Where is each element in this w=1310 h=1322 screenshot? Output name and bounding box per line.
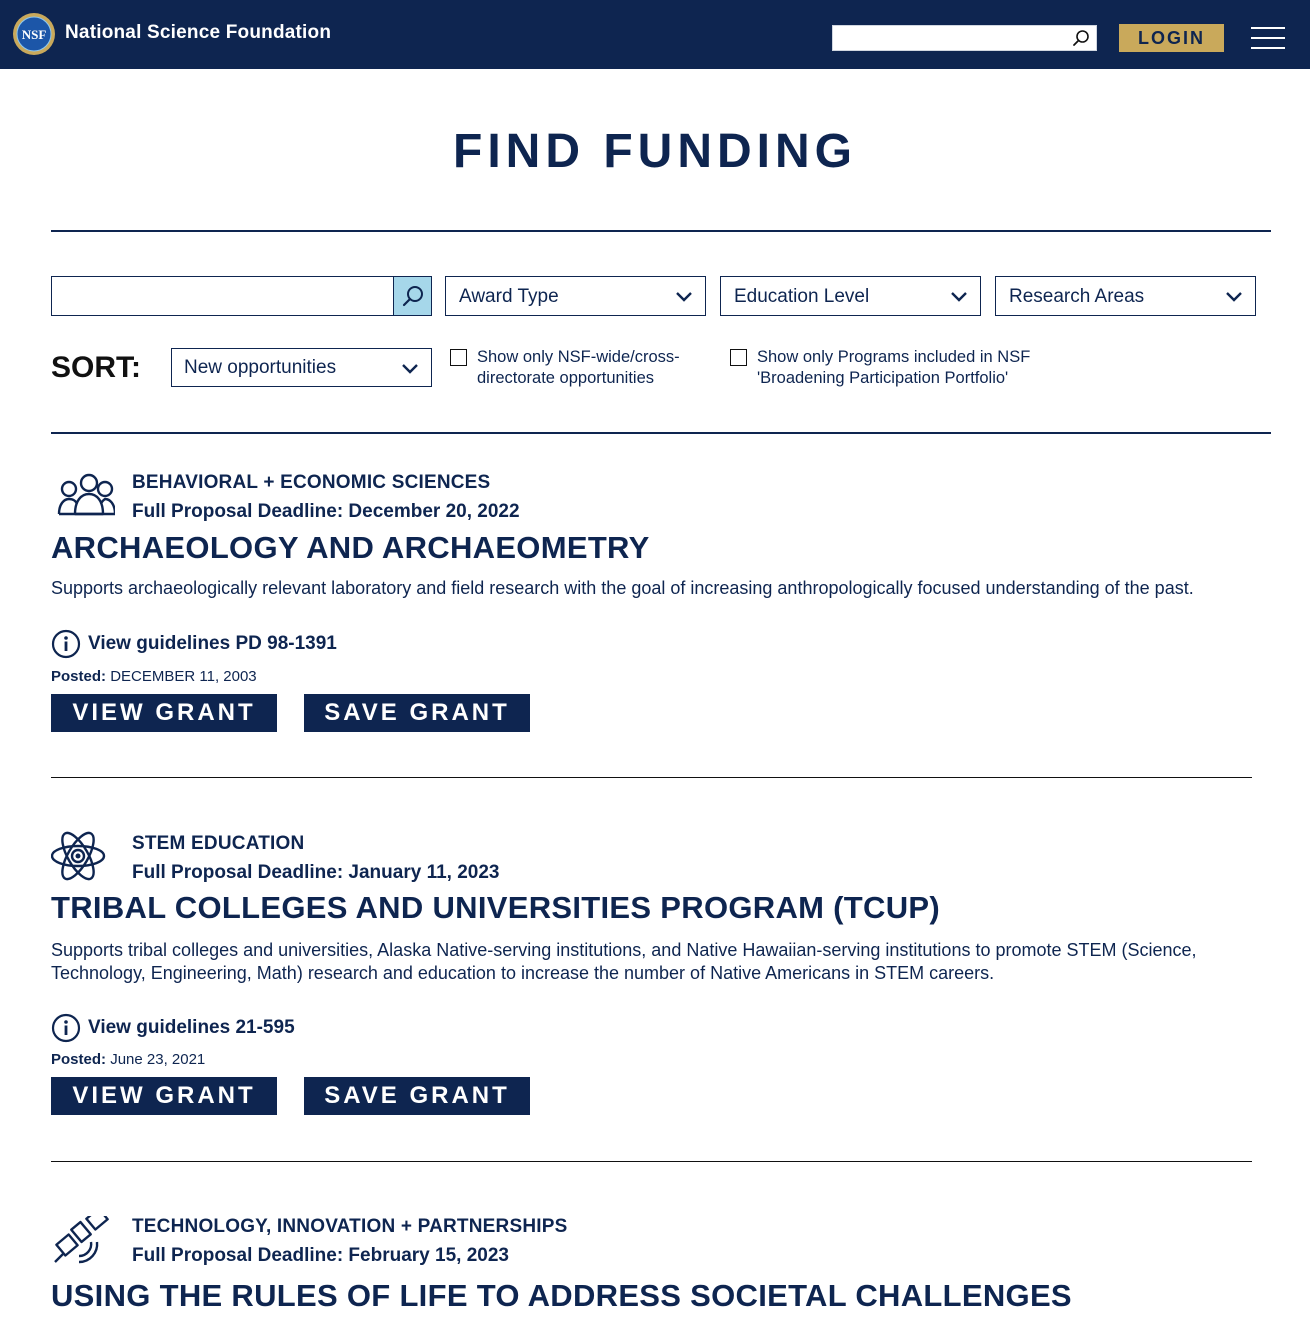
divider xyxy=(51,432,1271,434)
grant-card xyxy=(51,833,1261,1118)
chevron-down-icon xyxy=(1225,290,1243,304)
grant-card xyxy=(51,1216,1261,1322)
header-search-input[interactable] xyxy=(833,26,1068,50)
grant-posted xyxy=(51,668,257,685)
education-level-label: Education Level xyxy=(734,286,870,307)
logo-text: NSF xyxy=(21,27,47,42)
funding-search-input[interactable] xyxy=(52,277,392,315)
nsf-wide-checkbox[interactable] xyxy=(450,347,715,389)
nsf-logo[interactable] xyxy=(12,12,56,56)
grant-research-area: TECHNOLOGY, INNOVATION + PARTNERSHIPS xyxy=(132,1216,568,1237)
org-name[interactable]: National Science Foundation xyxy=(65,22,332,43)
grant-title[interactable]: USING THE RULES OF LIFE TO ADDRESS SOCIETAL CHALLENGES xyxy=(51,1278,1072,1313)
funding-search[interactable] xyxy=(51,276,432,316)
sort-select[interactable] xyxy=(171,348,432,387)
header-search[interactable] xyxy=(832,25,1097,51)
award-type-select[interactable] xyxy=(445,276,706,316)
login-button[interactable]: LOGIN xyxy=(1119,24,1224,52)
posted-date: June 23, 2021 xyxy=(110,1051,206,1068)
education-level-select[interactable] xyxy=(720,276,981,316)
grant-guidelines-text: View guidelines PD 98-1391 xyxy=(88,633,337,654)
chevron-down-icon xyxy=(401,362,419,376)
save-grant-button[interactable]: SAVE GRANT xyxy=(304,694,530,732)
search-icon xyxy=(401,284,425,308)
broadening-participation-checkbox[interactable] xyxy=(730,347,1080,389)
info-icon xyxy=(51,1013,81,1043)
view-grant-button[interactable]: VIEW GRANT xyxy=(51,694,277,732)
view-grant-button[interactable]: VIEW GRANT xyxy=(51,1077,277,1115)
chevron-down-icon xyxy=(675,290,693,304)
search-icon[interactable] xyxy=(1072,29,1090,47)
info-icon xyxy=(51,629,81,659)
grant-deadline: Full Proposal Deadline: January 11, 2023 xyxy=(132,862,500,883)
grant-card xyxy=(51,472,1261,734)
people-group-icon xyxy=(51,472,115,530)
grant-posted xyxy=(51,1051,205,1068)
page-title: FIND FUNDING xyxy=(453,125,857,178)
grant-title[interactable]: TRIBAL COLLEGES AND UNIVERSITIES PROGRAM (TCUP) xyxy=(51,890,941,925)
atom-icon xyxy=(51,823,115,881)
award-type-label: Award Type xyxy=(459,286,559,307)
posted-date: DECEMBER 11, 2003 xyxy=(110,668,257,685)
checkbox[interactable] xyxy=(730,349,747,366)
broadening-participation-checkbox-label: Show only Programs included in NSF 'Broadening Participation Portfolio' xyxy=(757,348,1031,387)
nsf-wide-checkbox-label: Show only NSF-wide/cross-directorate opportunities xyxy=(477,348,680,387)
grant-guidelines-text: View guidelines 21-595 xyxy=(88,1017,295,1038)
save-grant-button[interactable]: SAVE GRANT xyxy=(304,1077,530,1115)
search-submit-button[interactable] xyxy=(393,277,431,315)
chevron-down-icon xyxy=(950,290,968,304)
divider xyxy=(51,230,1271,232)
checkbox[interactable] xyxy=(450,349,467,366)
grant-description: Supports tribal colleges and universities, Alaska Native-serving institutions, and Native Hawaiian-serving institutions to promote STEM (Science, Technology, Engineering, Math) research and education to increase the number of Native Americans in STEM careers. xyxy=(51,940,1197,983)
posted-label: Posted: xyxy=(51,1051,107,1068)
grant-title[interactable]: ARCHAEOLOGY AND ARCHAEOMETRY xyxy=(51,530,650,565)
grant-guidelines-link[interactable] xyxy=(51,629,337,659)
grant-description: Supports archaeologically relevant laboratory and field research with the goal of increasing anthropologically focused understanding of the past. xyxy=(51,578,1194,598)
satellite-icon xyxy=(51,1216,115,1266)
top-navigation-bar xyxy=(0,0,1310,69)
posted-label: Posted: xyxy=(51,668,107,685)
research-areas-select[interactable] xyxy=(995,276,1256,316)
sort-value: New opportunities xyxy=(184,357,337,378)
grant-guidelines-link[interactable] xyxy=(51,1013,295,1043)
divider xyxy=(51,1161,1252,1162)
grant-research-area: STEM EDUCATION xyxy=(132,833,305,854)
sort-label: SORT: xyxy=(51,351,141,384)
hamburger-menu-icon[interactable] xyxy=(1251,26,1285,50)
divider xyxy=(51,777,1252,778)
grant-deadline: Full Proposal Deadline: February 15, 2023 xyxy=(132,1245,509,1266)
research-areas-label: Research Areas xyxy=(1009,286,1145,307)
grant-research-area: BEHAVIORAL + ECONOMIC SCIENCES xyxy=(132,472,491,493)
grant-deadline: Full Proposal Deadline: December 20, 2022 xyxy=(132,501,520,522)
